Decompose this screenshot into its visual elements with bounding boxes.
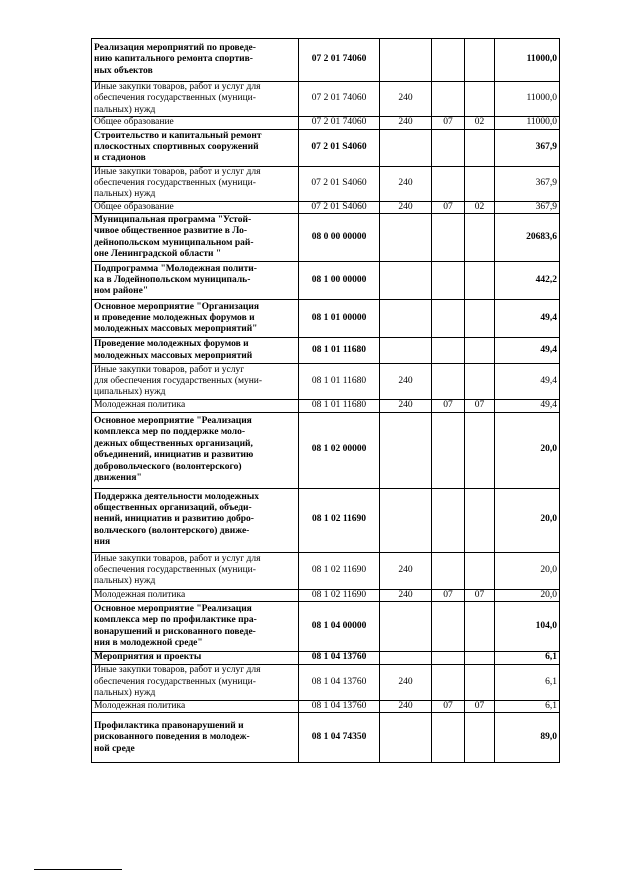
amount-cell: 367,9	[495, 201, 560, 213]
section-cell	[432, 412, 465, 488]
section-cell: 07	[432, 201, 465, 213]
amount-cell: 6,1	[495, 701, 560, 713]
section-cell: 07	[432, 701, 465, 713]
amount-cell: 20683,6	[495, 214, 560, 262]
expense-type-cell	[380, 214, 432, 262]
expense-type-cell: 240	[380, 82, 432, 117]
expense-type-cell	[380, 300, 432, 338]
budget-table	[91, 38, 560, 763]
table-row	[92, 665, 560, 701]
row-name-cell: Строительство и капитальный ремонт плоскостных спортивных сооружений и стадионов	[92, 129, 299, 166]
section-cell	[432, 665, 465, 701]
target-article-cell: 07 2 01 74060	[299, 39, 380, 82]
table-row	[92, 400, 560, 412]
subsection-cell	[465, 412, 495, 488]
expense-type-cell	[380, 713, 432, 763]
section-cell: 07	[432, 589, 465, 601]
target-article-cell: 08 1 01 11680	[299, 400, 380, 412]
table-row	[92, 300, 560, 338]
expense-type-cell: 240	[380, 364, 432, 400]
expense-type-cell: 240	[380, 552, 432, 589]
section-cell	[432, 214, 465, 262]
amount-cell: 20,0	[495, 412, 560, 488]
row-name-cell: Основное мероприятие "Организация и проведение молодежных форумов и молодежных массовых мероприятий"	[92, 300, 299, 338]
expense-type-cell	[380, 488, 432, 552]
subsection-cell	[465, 652, 495, 665]
table-row	[92, 364, 560, 400]
expense-type-cell	[380, 602, 432, 652]
amount-cell: 6,1	[495, 665, 560, 701]
expense-type-cell: 240	[380, 701, 432, 713]
amount-cell: 49,4	[495, 338, 560, 364]
table-row	[92, 129, 560, 166]
subsection-cell	[465, 39, 495, 82]
table-row	[92, 117, 560, 129]
subsection-cell	[465, 214, 495, 262]
subsection-cell	[465, 129, 495, 166]
expense-type-cell: 240	[380, 201, 432, 213]
table-row	[92, 713, 560, 763]
subsection-cell	[465, 338, 495, 364]
section-cell	[432, 652, 465, 665]
target-article-cell: 08 1 02 11690	[299, 488, 380, 552]
amount-cell: 11000,0	[495, 117, 560, 129]
section-cell	[432, 262, 465, 300]
table-row	[92, 652, 560, 665]
target-article-cell: 08 1 04 74350	[299, 713, 380, 763]
target-article-cell: 08 1 04 00000	[299, 602, 380, 652]
target-article-cell: 08 1 01 11680	[299, 338, 380, 364]
row-name-cell: Общее образование	[92, 117, 299, 129]
row-name-cell: Подпрограмма "Молодежная полити- ка в Лодейнопольском муниципаль- ном районе"	[92, 262, 299, 300]
amount-cell: 89,0	[495, 713, 560, 763]
section-cell	[432, 364, 465, 400]
expense-type-cell: 240	[380, 166, 432, 201]
expense-type-cell: 240	[380, 589, 432, 601]
subsection-cell: 07	[465, 589, 495, 601]
subsection-cell	[465, 602, 495, 652]
section-cell: 07	[432, 400, 465, 412]
amount-cell: 104,0	[495, 602, 560, 652]
amount-cell: 367,9	[495, 166, 560, 201]
subsection-cell	[465, 262, 495, 300]
row-name-cell: Общее образование	[92, 201, 299, 213]
expense-type-cell	[380, 39, 432, 82]
target-article-cell: 08 1 02 11690	[299, 589, 380, 601]
target-article-cell: 08 1 04 13760	[299, 652, 380, 665]
expense-type-cell	[380, 412, 432, 488]
subsection-cell: 02	[465, 201, 495, 213]
row-name-cell: Муниципальная программа "Устой- чивое общественное развитие в Ло- дейнопольском муниципальном рай- оне Ленинградской области "	[92, 214, 299, 262]
target-article-cell: 08 1 00 00000	[299, 262, 380, 300]
table-row	[92, 602, 560, 652]
row-name-cell: Поддержка деятельности молодежных общественных организаций, объеди- нений, инициатив и развитию добро- вольческого (волонтерского) движе- ния	[92, 488, 299, 552]
row-name-cell: Проведение молодежных форумов и молодежных массовых мероприятий	[92, 338, 299, 364]
row-name-cell: Молодежная политика	[92, 701, 299, 713]
amount-cell: 6,1	[495, 652, 560, 665]
target-article-cell: 07 2 01 74060	[299, 82, 380, 117]
subsection-cell	[465, 364, 495, 400]
target-article-cell: 08 1 04 13760	[299, 665, 380, 701]
section-cell	[432, 488, 465, 552]
section-cell	[432, 39, 465, 82]
table-row	[92, 262, 560, 300]
subsection-cell	[465, 552, 495, 589]
subsection-cell	[465, 488, 495, 552]
amount-cell: 20,0	[495, 552, 560, 589]
amount-cell: 442,2	[495, 262, 560, 300]
table-row	[92, 201, 560, 213]
row-name-cell: Молодежная политика	[92, 400, 299, 412]
table-row	[92, 166, 560, 201]
budget-table-body	[92, 39, 560, 763]
row-name-cell: Иные закупки товаров, работ и услуг для обеспечения государственных (муни- ципальных) нужд	[92, 364, 299, 400]
expense-type-cell	[380, 338, 432, 364]
amount-cell: 49,4	[495, 300, 560, 338]
section-cell	[432, 129, 465, 166]
table-row	[92, 39, 560, 82]
row-name-cell: Иные закупки товаров, работ и услуг для обеспечения государственных (муници- пальных) нужд	[92, 552, 299, 589]
target-article-cell: 08 1 02 00000	[299, 412, 380, 488]
section-cell: 07	[432, 117, 465, 129]
subsection-cell: 07	[465, 701, 495, 713]
target-article-cell: 07 2 01 S4060	[299, 201, 380, 213]
expense-type-cell	[380, 652, 432, 665]
table-row	[92, 214, 560, 262]
section-cell	[432, 300, 465, 338]
target-article-cell: 07 2 01 S4060	[299, 166, 380, 201]
row-name-cell: Иные закупки товаров, работ и услуг для обеспечения государственных (муници- пальных) нужд	[92, 82, 299, 117]
section-cell	[432, 166, 465, 201]
expense-type-cell: 240	[380, 117, 432, 129]
section-cell	[432, 82, 465, 117]
amount-cell: 11000,0	[495, 39, 560, 82]
table-row	[92, 552, 560, 589]
expense-type-cell	[380, 129, 432, 166]
row-name-cell: Реализация мероприятий по проведе- нию капитального ремонта спортив- ных объектов	[92, 39, 299, 82]
section-cell	[432, 713, 465, 763]
table-row	[92, 701, 560, 713]
table-row	[92, 338, 560, 364]
target-article-cell: 07 2 01 74060	[299, 117, 380, 129]
section-cell	[432, 338, 465, 364]
table-row	[92, 589, 560, 601]
amount-cell: 20,0	[495, 488, 560, 552]
amount-cell: 49,4	[495, 400, 560, 412]
row-name-cell: Иные закупки товаров, работ и услуг для обеспечения государственных (муници- пальных) нужд	[92, 166, 299, 201]
table-row	[92, 488, 560, 552]
row-name-cell: Молодежная политика	[92, 589, 299, 601]
amount-cell: 11000,0	[495, 82, 560, 117]
row-name-cell: Основное мероприятие "Реализация комплекса мер по профилактике пра- вонарушений и рискованного поведе- ния в молодежной среде"	[92, 602, 299, 652]
table-row	[92, 412, 560, 488]
target-article-cell: 07 2 01 S4060	[299, 129, 380, 166]
amount-cell: 367,9	[495, 129, 560, 166]
target-article-cell: 08 1 01 11680	[299, 364, 380, 400]
subsection-cell: 07	[465, 400, 495, 412]
expense-type-cell: 240	[380, 665, 432, 701]
section-cell	[432, 552, 465, 589]
target-article-cell: 08 0 00 00000	[299, 214, 380, 262]
subsection-cell	[465, 82, 495, 117]
footnote-divider	[34, 869, 122, 870]
subsection-cell: 02	[465, 117, 495, 129]
row-name-cell: Основное мероприятие "Реализация комплекса мер по поддержке моло- дежных общественных организаций, объединений, инициатив и развитию добровольческого (волонтерского) движения"	[92, 412, 299, 488]
row-name-cell: Иные закупки товаров, работ и услуг для обеспечения государственных (муници- пальных) нужд	[92, 665, 299, 701]
subsection-cell	[465, 713, 495, 763]
target-article-cell: 08 1 02 11690	[299, 552, 380, 589]
expense-type-cell: 240	[380, 400, 432, 412]
target-article-cell: 08 1 04 13760	[299, 701, 380, 713]
amount-cell: 49,4	[495, 364, 560, 400]
subsection-cell	[465, 665, 495, 701]
subsection-cell	[465, 300, 495, 338]
row-name-cell: Мероприятия и проекты	[92, 652, 299, 665]
row-name-cell: Профилактика правонарушений и рискованного поведения в молодеж- ной среде	[92, 713, 299, 763]
expense-type-cell	[380, 262, 432, 300]
table-row	[92, 82, 560, 117]
section-cell	[432, 602, 465, 652]
target-article-cell: 08 1 01 00000	[299, 300, 380, 338]
subsection-cell	[465, 166, 495, 201]
amount-cell: 20,0	[495, 589, 560, 601]
